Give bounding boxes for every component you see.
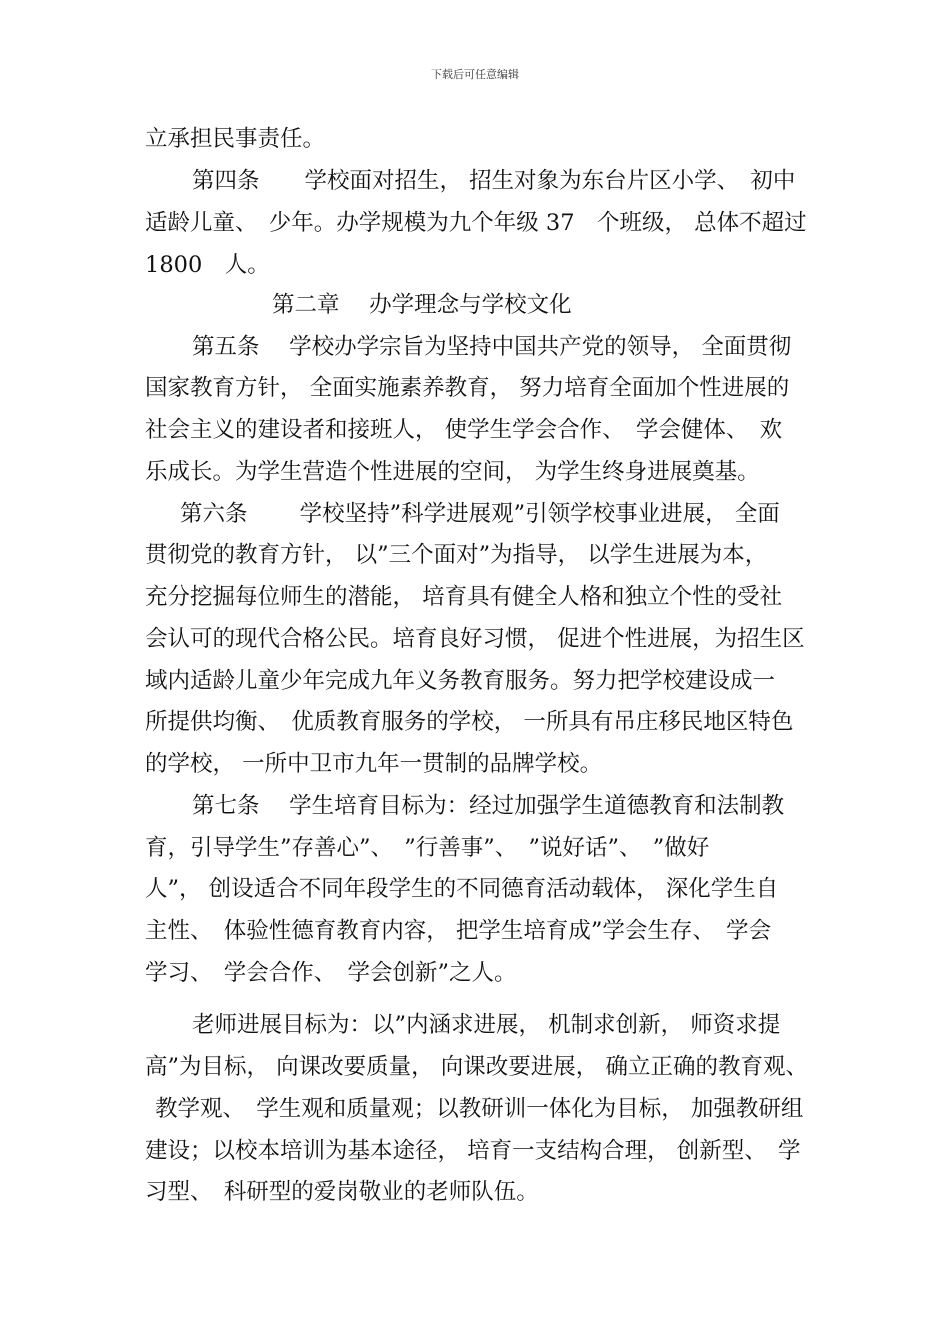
text-line: 会认可的现代合格公民。培育良好习惯， 促进个性进展，为招生区 — [145, 626, 805, 652]
text-line: 1800 人。 — [145, 252, 270, 278]
text-line: 充分挖掘每位师生的潜能， 培育具有健全人格和独立个性的受社 — [145, 584, 783, 610]
text-line: 学习、 学会合作、 学会创新”之人。 — [145, 960, 517, 986]
text-line: 第六条 学校坚持”科学进展观”引领学校事业进展， 全面 — [180, 501, 780, 527]
text-line: 第五条 学校办学宗旨为坚持中国共产党的领导， 全面贯彻 — [192, 334, 792, 360]
text-line: 老师进展目标为：以”内涵求进展， 机制求创新， 师资求提 — [192, 1012, 781, 1038]
text-line: 社会主义的建设者和接班人， 使学生学会合作、 学会健体、 欢 — [145, 417, 783, 443]
text-line: 所提供均衡、 优质教育服务的学校， 一所具有吊庄移民地区特色 — [145, 709, 794, 735]
text-line: 教学观、 学生观和质量观；以教研训一体化为目标， 加强教研组 — [155, 1096, 804, 1122]
text-line: 的学校， 一所中卫市九年一贯制的品牌学校。 — [145, 751, 603, 777]
text-line: 贯彻党的教育方针， 以”三个面对”为指导， 以学生进展为本， — [145, 542, 768, 568]
text-line: 建设；以校本培训为基本途径， 培育一支结构合理， 创新型、 学 — [145, 1138, 801, 1164]
text-line: 适龄儿童、 少年。办学规模为九个年级 37 个班级， 总体不超过 — [145, 210, 807, 236]
text-line: 主性、 体验性德育教育内容， 把学生培育成”学会生存、 学会 — [145, 918, 772, 944]
page-header-note: 下载后可任意编辑 — [431, 68, 519, 81]
text-line: 第四条 学校面对招生， 招生对象为东台片区小学、 初中 — [192, 168, 796, 194]
text-line: 域内适龄儿童少年完成九年义务教育服务。努力把学校建设成一 — [145, 668, 776, 694]
chapter-heading: 第二章 办学理念与学校文化 — [272, 292, 572, 318]
text-line: 乐成长。为学生营造个性进展的空间， 为学生终身进展奠基。 — [145, 459, 760, 485]
text-line: 习型、 科研型的爱岗敬业的老师队伍。 — [145, 1179, 539, 1205]
text-line: 高”为目标， 向课改要质量， 向课改要进展， 确立正确的教育观、 — [145, 1054, 808, 1080]
text-line: 国家教育方针， 全面实施素养教育， 努力培育全面加个性进展的 — [145, 375, 790, 401]
text-line: 人”， 创设适合不同年段学生的不同德育活动载体， 深化学生自 — [145, 876, 779, 902]
text-line: 育，引导学生”存善心”、 ”行善事”、 ”说好话”、 ”做好 — [145, 835, 710, 861]
text-line: 第七条 学生培育目标为：经过加强学生道德教育和法制教 — [192, 793, 785, 819]
text-line: 立承担民事责任。 — [145, 126, 326, 152]
